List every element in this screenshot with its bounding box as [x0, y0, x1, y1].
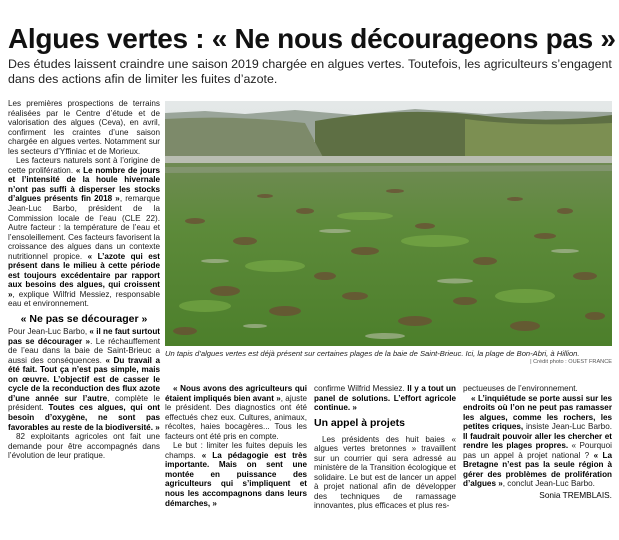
quote: « La pédagogie est très importante. Mais on sent une montée en puissance des agriculteurs qui s’impliquent et nous les accompagnons dans leurs démarches, » [165, 450, 308, 508]
quote: « L’azote qui est présent dans le milieu à cette période est toujours excédentaire par rapport aux besoins des algues, qui croissent » [8, 251, 160, 299]
paragraph: confirme Wilfrid Messiez. Il y a tout un panel de solutions. L’effort agricole continue. » [314, 384, 456, 413]
paragraph: « L’inquiétude se porte aussi sur les endroits où l’on ne peut pas ramasser les algues, comme les rochers, les petites criques, insiste Jean-Luc Barbo. Il faudrait pouvoir aller les chercher et rendre les plages propres. « Pourquoi pas un appel à projet national ? « La Bretagne n’est pas la seule région à gérer des problèmes de prolifération d’algues », conclut Jean-Luc Barbo. [463, 393, 612, 489]
article-title: Algues vertes : « Ne nous décourageons pas » [8, 23, 616, 54]
quote: Toutes ces algues, qui ont besoin d’oxygène, ne sont pas favorables au reste de la biodiversité. » [8, 403, 160, 432]
paragraph: 82 exploitants agricoles ont fait une demande pour être accompagnés dans l’évolution de leur pratique. [8, 432, 160, 461]
quote: Il y a tout un panel de solutions. L’effort agricole continue. » [314, 384, 456, 413]
quote: Il faudrait pouvoir aller les chercher et rendre les plages propres. [463, 431, 612, 451]
beach-photo-image [165, 101, 612, 346]
author-signature: Sonia TREMBLAIS. [539, 490, 612, 501]
paragraph: pectueuses de l’environnement. [463, 384, 578, 393]
photo-caption: Un tapis d’algues vertes est déjà présent sur certaines plages de la baie de Saint-Brieuc. Ici, la plage de Bon-Abri, à Hillion. [165, 349, 580, 358]
quote: « Nous avons des agriculteurs qui étaient impliqués bien avant » [165, 384, 307, 403]
subheading: « Ne pas se décourager » [20, 313, 148, 326]
beach-photo [165, 101, 612, 346]
quote: « L’inquiétude se porte aussi sur les endroits où l’on ne peut pas ramasser les algues, comme les rochers, les petites criques, [463, 393, 612, 432]
subheading: Un appel à projets [314, 416, 406, 429]
paragraph: Les premières prospections de terrains réalisées par le Centre d’étude et de valorisation des algues (Ceva), en avril, confirment les craintes d’une saison chargée en algues vertes. Notamment sur les secteurs d’Yffiniac et de Morieux. [8, 99, 160, 156]
column-4 [463, 384, 612, 500]
quote: « Le nombre de jours et l’intensité de la houle hivernale n’ont pas suffi à disperser les stocks d’algues présents fin 2018 » [8, 165, 161, 204]
column-2 [165, 384, 307, 508]
paragraph: Les présidents des huit baies « algues vertes bretonnes » travaillent sur un courrier qui sera adressé au ministère de la Transition écologique et solidaire. Le but est de lancer un appel à projet national afin de développer des techniques de ramassage innovantes, plus efficaces et plus res- [314, 434, 456, 511]
column-3 [314, 384, 456, 511]
column-1 [8, 99, 160, 461]
paragraph: Les facteurs naturels sont à l’origine de cette prolifération. « Le nombre de jours et l’intensité de la houle hivernale n’ont pas suffi à disperser les stocks d’algues présents fin 2018 », remarque Jean-Luc Barbo, président de la Commission locale de l’eau (CLE 22). Autre facteur : la température de l’eau et l’ensoleillement. Ces facteurs favorisent la croissance des algues dans un contexte nutritionnel propice. « L’azote qui est présent dans le milieu à cette période est toujours excédentaire par rapport aux besoins des algues, qui croissent », explique Wilfrid Messiez, responsable eau et environnement. [8, 156, 161, 309]
paragraph: Pour Jean-Luc Barbo, « il ne faut surtout pas se décourager ». Le réchauffement de l’eau dans la baie de Saint-Brieuc a aussi des conséquences. « Du travail a été fait. Tout ça n’est pas simple, mais on œuvre. L’objectif est de casser le cycle de la reconduction des flux azote d’une année sur l’autre, complète le président. Toutes ces algues, qui ont besoin d’oxygène, ne sont pas favorables au reste de la biodiversité. » [8, 327, 160, 432]
photo-credit: | Crédit photo : OUEST FRANCE [530, 359, 612, 365]
paragraph: Le but : limiter les fuites depuis les champs. « La pédagogie est très importante. Mais on sent une montée en puissance des agriculteurs qui s’impliquent et nous les accompagnons dans leurs démarches, » [165, 441, 308, 508]
paragraph: « Nous avons des agriculteurs qui étaient impliqués bien avant », ajuste le président. Des diagnostics ont été effectués chez eux. Cultures, animaux, récoltes, haies bocagères... Tous les facteurs ont été pris en compte. [165, 384, 307, 441]
quote: « il ne faut surtout pas se décourager » [8, 327, 160, 346]
article-lead: Des études laissent craindre une saison 2019 chargée en algues vertes. Toutefois, les agriculteurs s’engagent dans des actions afin de limiter les fuites d’azote. [8, 57, 612, 86]
quote: « La Bretagne n’est pas la seule région à gérer des problèmes de prolifération d’algues » [463, 450, 612, 489]
quote: « Du travail a été fait. Tout ça n’est pas simple, mais on œuvre. L’objectif est de casser le cycle de la reconduction des flux azote d’une année sur l’autre [8, 355, 160, 403]
